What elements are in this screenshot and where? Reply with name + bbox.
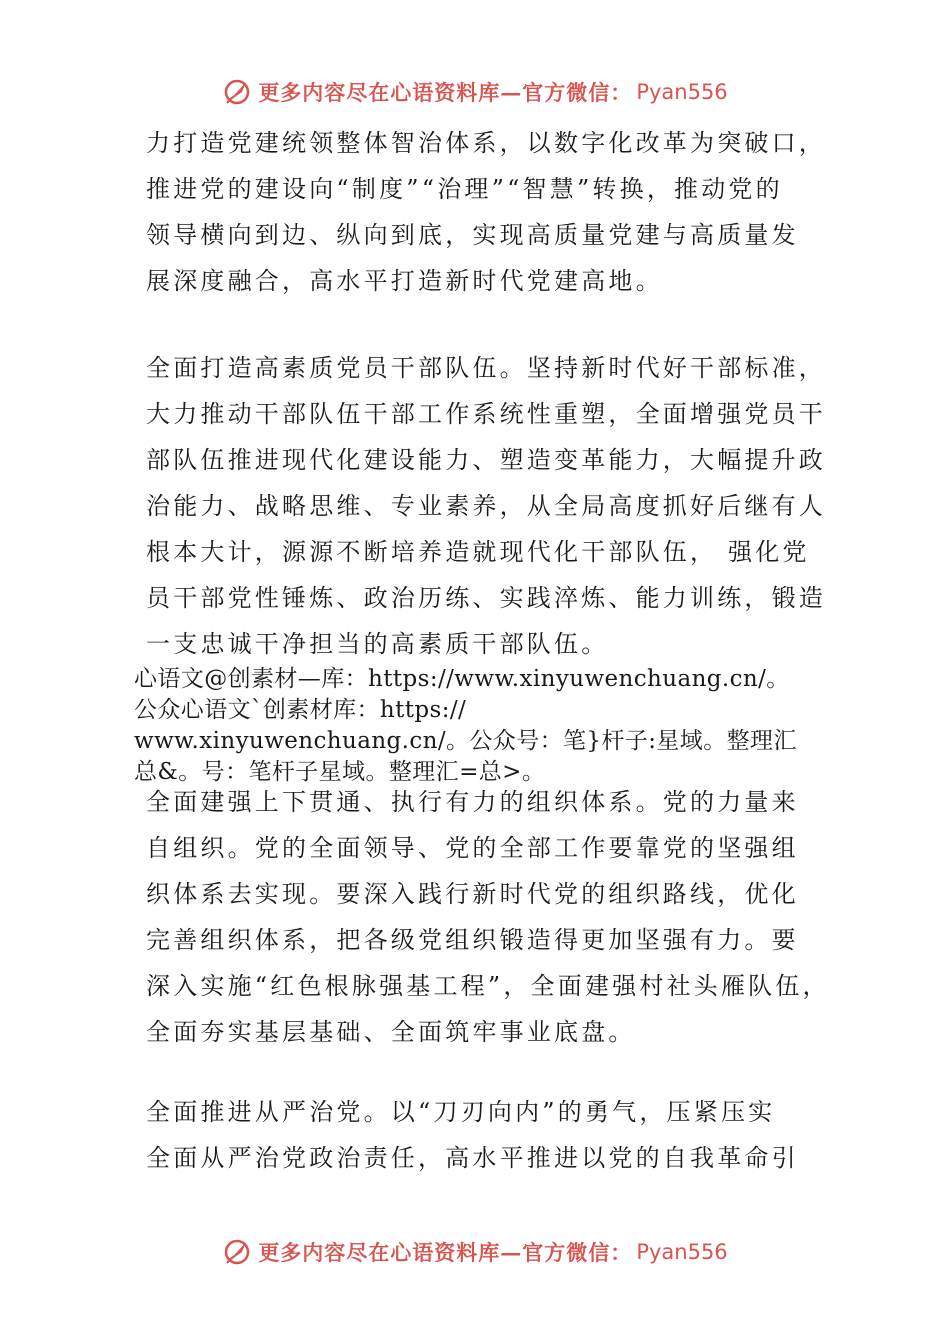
text-line: 大力推动干部队伍干部工作系统性重塑，全面增强党员干 — [146, 400, 826, 428]
text-line: 织体系去实现。要深入践行新时代党的组织路线，优化 — [146, 880, 799, 908]
watermark-line: 公众心语文`创素材库：https:// — [134, 697, 467, 723]
header-banner — [0, 72, 950, 112]
text-line: 推进党的建设向“制度”“治理”“智慧”转换，推动党的 — [146, 175, 783, 203]
text-line: 根本大计，源源不断培养造就现代化干部队伍， 强化党 — [146, 538, 810, 566]
paragraph-1 — [146, 120, 846, 304]
quill-pen-logo-icon — [222, 77, 252, 107]
text-line: 一支忠诚干净担当的高素质干部队伍。 — [146, 630, 609, 658]
paragraph-3 — [146, 779, 846, 1055]
text-line: 全面打造高素质党员干部队伍。坚持新时代好干部标准， — [146, 354, 826, 382]
paragraph-2 — [146, 345, 846, 667]
quill-pen-logo-icon — [222, 1237, 252, 1267]
watermark-line: 总&。号：笔杆子星域。整理汇=总>。 — [134, 759, 546, 785]
text-line: 全面建强上下贯通、执行有力的组织体系。党的力量来 — [146, 788, 799, 816]
text-line: 全面从严治党政治责任，高水平推进以党的自我革命引 — [146, 1144, 799, 1172]
watermark-line: www.xinyuwenchuang.cn/。公众号：笔}杆子:星域。整理汇 — [134, 728, 797, 754]
text-line: 全面推进从严治党。以“刀刃向内”的勇气，压紧压实 — [146, 1098, 776, 1126]
text-line: 治能力、战略思维、专业素养，从全局高度抓好后继有人 — [146, 492, 826, 520]
watermark-line: 心语文@创素材—库：https://www.xinyuwenchuang.cn/。 — [134, 666, 790, 692]
header-banner-text: 更多内容尽在心语资料库—官方微信： — [258, 80, 633, 105]
text-line: 领导横向到边、纵向到底，实现高质量党建与高质量发 — [146, 221, 799, 249]
text-line: 深入实施“红色根脉强基工程”，全面建强村社头雁队伍， — [146, 972, 830, 1000]
watermark-text-block — [134, 664, 854, 788]
text-line: 完善组织体系，把各级党组织锻造得更加坚强有力。要 — [146, 926, 799, 954]
header-banner-id: Pyan556 — [636, 80, 728, 104]
text-line: 员干部党性锤炼、政治历练、实践淬炼、能力训练，锻造 — [146, 584, 826, 612]
text-line: 部队伍推进现代化建设能力、塑造变革能力，大幅提升政 — [146, 446, 826, 474]
footer-banner-text: 更多内容尽在心语资料库—官方微信： — [258, 1240, 633, 1265]
paragraph-4 — [146, 1089, 846, 1181]
text-line: 力打造党建统领整体智治体系，以数字化改革为突破口， — [146, 129, 826, 157]
footer-banner-id: Pyan556 — [636, 1240, 728, 1264]
footer-banner — [0, 1232, 950, 1272]
text-line: 自组织。党的全面领导、党的全部工作要靠党的坚强组 — [146, 834, 799, 862]
text-line: 展深度融合，高水平打造新时代党建高地。 — [146, 267, 663, 295]
text-line: 全面夯实基层基础、全面筑牢事业底盘。 — [146, 1018, 636, 1046]
